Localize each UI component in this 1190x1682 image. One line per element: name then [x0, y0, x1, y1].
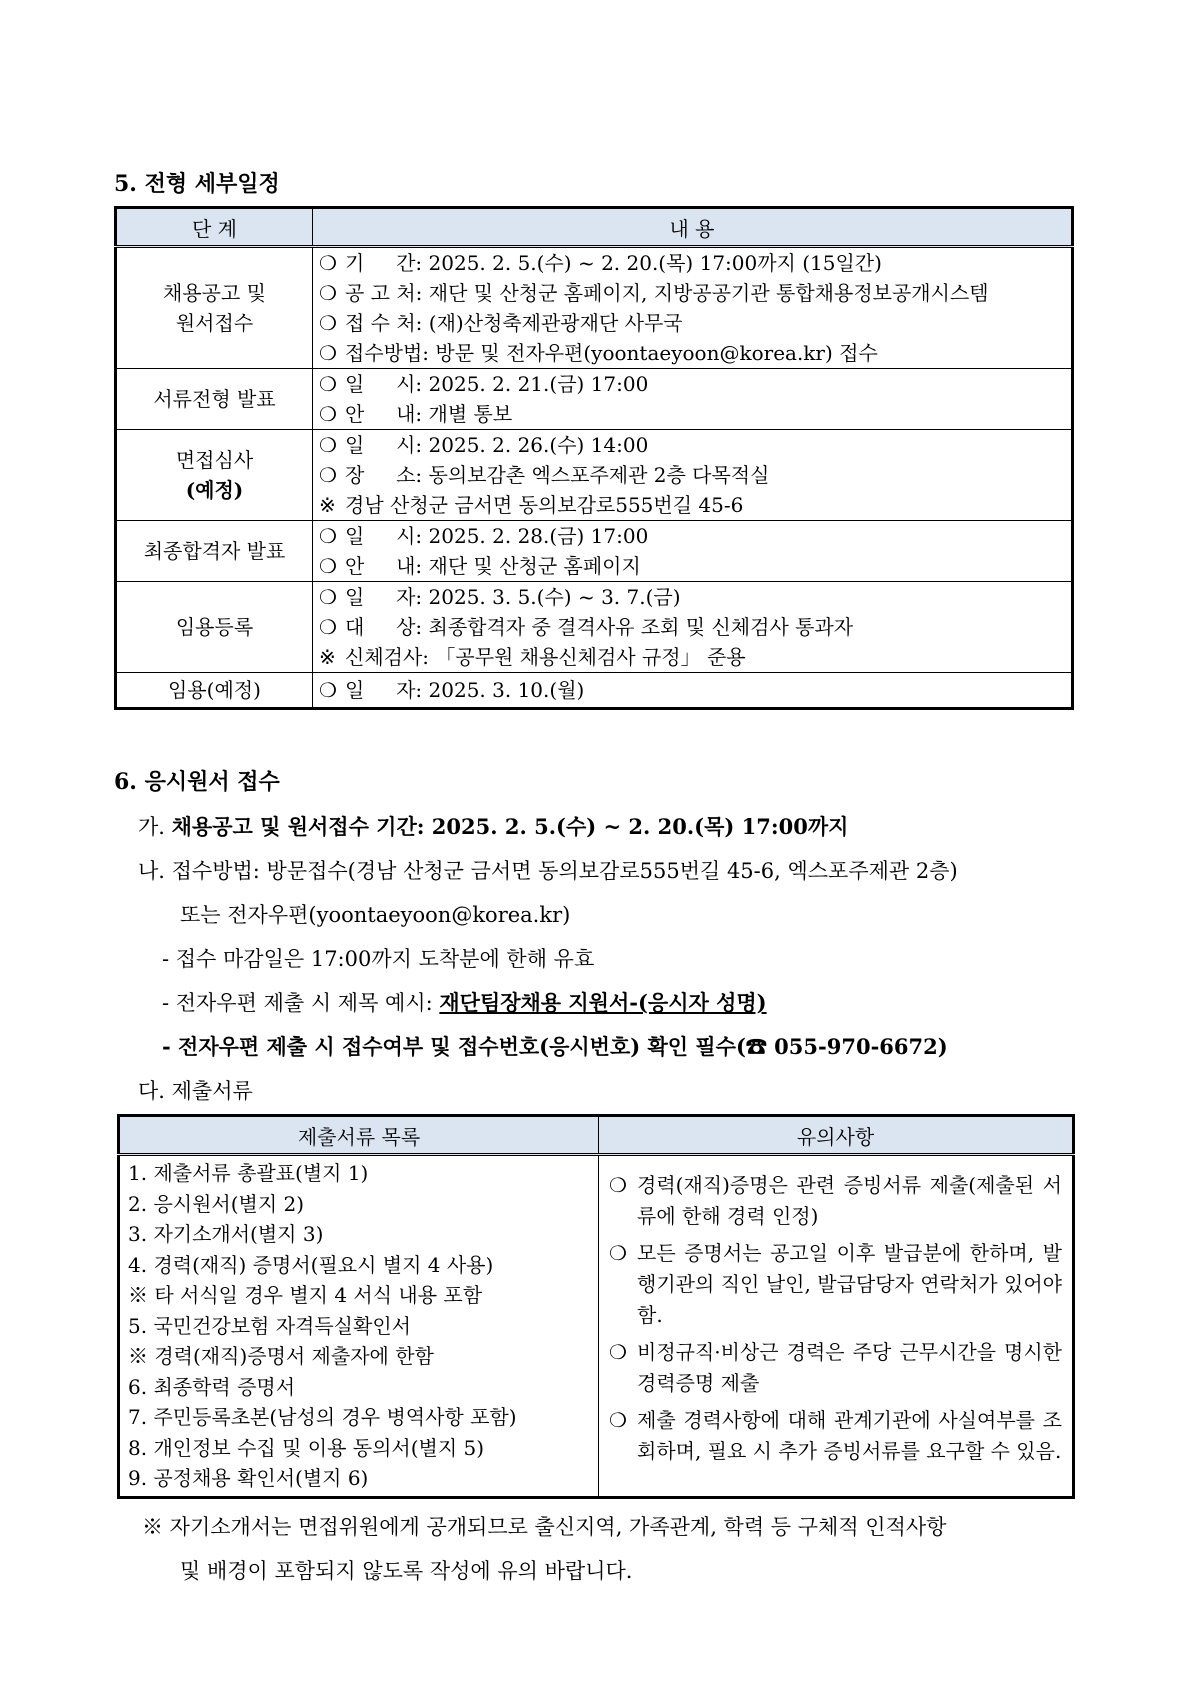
document-item: 5. 국민건강보험 자격득실확인서 [128, 1313, 411, 1338]
circle-bullet-icon: ❍ [319, 585, 337, 609]
item-text: 2025. 3. 5.(수) ~ 3. 7.(금) [428, 585, 681, 609]
content-cell [313, 247, 1073, 369]
reference-mark-icon: ※ [319, 645, 336, 669]
circle-bullet-icon: ❍ [609, 1408, 627, 1432]
document-item: 7. 주민등록초본(남성의 경우 병역사항 포함) [128, 1405, 517, 1429]
schedule-item [319, 675, 1065, 705]
schedule-item [319, 430, 1065, 460]
item-label: 접수방법: [345, 341, 430, 365]
circle-bullet-icon: ❍ [319, 678, 337, 702]
circle-bullet-icon: ❍ [319, 615, 337, 639]
circle-bullet-icon: ❍ [319, 554, 337, 578]
documents-header-list: 제출서류 목록 [119, 1116, 599, 1155]
document-item: ※ 경력(재직)증명서 제출자에 한함 [128, 1344, 434, 1368]
circle-bullet-icon: ❍ [319, 341, 337, 365]
stage-label: 채용공고 및 [163, 281, 266, 305]
stage-label: 원서접수 [175, 311, 254, 335]
item-ga-prefix: 가. [138, 815, 165, 839]
schedule-header-stage: 단 계 [116, 208, 313, 247]
circle-bullet-icon: ❍ [609, 1340, 627, 1364]
circle-bullet-icon: ❍ [609, 1241, 627, 1265]
circle-bullet-icon: ❍ [319, 281, 337, 305]
document-item: ※ 타 서식일 경우 별지 4 서식 내용 포함 [128, 1283, 483, 1307]
item-text: 경남 산청군 금서면 동의보감로555번길 45-6 [345, 493, 744, 517]
item-label: 대 상: [345, 615, 423, 639]
schedule-item [319, 551, 1065, 581]
item-label: 접 수 처: [345, 311, 423, 335]
schedule-table [114, 206, 1074, 710]
circle-bullet-icon: ❍ [319, 463, 337, 487]
note-text: 경력(재직)증명은 관련 증빙서류 제출(제출된 서류에 한해 경력 인정) [637, 1173, 1062, 1228]
schedule-item [319, 399, 1065, 429]
circle-bullet-icon: ❍ [319, 433, 337, 457]
item-text: 동의보감촌 엑스포주제관 2층 다목적실 [428, 463, 770, 487]
item-da: 다. 제출서류 [138, 1079, 253, 1103]
stage-label: 임용등록 [175, 615, 254, 639]
item-label: 일 자: [345, 585, 423, 609]
documents-list [119, 1155, 599, 1498]
stage-cell [116, 582, 313, 673]
item-label: 공 고 처: [345, 281, 423, 305]
note-text: 모든 증명서는 공고일 이후 발급분에 한하며, 발행기관의 직인 날인, 발급담당자 연락처가 있어야 함. [637, 1241, 1062, 1327]
documents-table [117, 1114, 1075, 1499]
item-label: 일 자: [345, 678, 423, 702]
dash-email-subject-prefix: - 전자우편 제출 시 제목 예시: [162, 991, 440, 1015]
schedule-item [319, 612, 1065, 642]
stage-label: 서류전형 발표 [153, 387, 276, 411]
item-label: 일 시: [345, 372, 423, 396]
schedule-item [319, 460, 1065, 490]
note-item [609, 1238, 1062, 1331]
item-text: 재단 및 산청군 홈페이지, 지방공공기관 통합채용정보공개시스템 [428, 281, 989, 305]
document-item: 4. 경력(재직) 증명서(필요시 별지 4 사용) [128, 1252, 494, 1277]
circle-bullet-icon: ❍ [319, 372, 337, 396]
dash-confirm-required [162, 1032, 948, 1062]
schedule-body [116, 247, 1073, 709]
schedule-row [116, 673, 1073, 709]
item-text: 최종합격자 중 결격사유 조회 및 신체검사 통과자 [428, 615, 854, 639]
dash-confirm-text: - 전자우편 제출 시 접수여부 및 접수번호(응시번호) 확인 필수( [162, 1034, 746, 1059]
circle-bullet-icon: ❍ [609, 1173, 627, 1197]
note-item [609, 1170, 1062, 1232]
document-item: 6. 최종학력 증명서 [128, 1374, 296, 1399]
item-na-line2: 또는 전자우편(yoontaeyoon@korea.kr) [180, 903, 571, 927]
circle-bullet-icon: ❍ [319, 402, 337, 426]
item-text: 2025. 2. 28.(금) 17:00 [428, 524, 649, 548]
schedule-item [319, 521, 1065, 551]
note-item [609, 1337, 1062, 1399]
section-6-title: 6. 응시원서 접수 [114, 769, 280, 795]
reference-mark-icon: ※ [319, 493, 336, 517]
footnote-line1: ※ 자기소개서는 면접위원에게 공개되므로 출신지역, 가족관계, 학력 등 구체적 인적사항 [142, 1515, 947, 1539]
documents-notes [599, 1155, 1074, 1498]
phone-number: 055-970-6672) [766, 1034, 948, 1059]
dash-deadline: - 접수 마감일은 17:00까지 도착분에 한해 유효 [162, 947, 595, 971]
note-text: 비정규직·비상근 경력은 주당 근무시간을 명시한 경력증명 제출 [637, 1340, 1062, 1395]
schedule-row [116, 521, 1073, 582]
document-item: 1. 제출서류 총괄표(별지 1) [128, 1161, 369, 1185]
content-cell [313, 521, 1073, 582]
content-cell [313, 430, 1073, 521]
schedule-item [319, 308, 1065, 338]
schedule-row [116, 247, 1073, 369]
note-item [609, 1405, 1062, 1467]
item-label: 안 내: [345, 554, 423, 578]
item-label: 일 시: [345, 433, 423, 457]
schedule-item [319, 642, 1065, 672]
content-cell [313, 369, 1073, 430]
section-5-title: 5. 전형 세부일정 [114, 171, 280, 197]
circle-bullet-icon: ❍ [319, 524, 337, 548]
stage-cell [116, 521, 313, 582]
footnote-line2: 및 배경이 포함되지 않도록 작성에 유의 바랍니다. [180, 1559, 633, 1583]
note-text: 제출 경력사항에 대해 관계기관에 사실여부를 조회하며, 필요 시 추가 증빙서류를 요구할 수 있음. [637, 1408, 1062, 1463]
item-ga-text: 채용공고 및 원서접수 기간: 2025. 2. 5.(수) ~ 2. 20.(목) 17:00까지 [171, 814, 849, 839]
dash-email-subject [162, 988, 767, 1018]
schedule-row [116, 582, 1073, 673]
documents-header-notes: 유의사항 [599, 1116, 1074, 1155]
circle-bullet-icon: ❍ [319, 311, 337, 335]
document-item: 3. 자기소개서(별지 3) [128, 1222, 324, 1246]
stage-cell [116, 673, 313, 709]
content-cell [313, 582, 1073, 673]
item-text: 2025. 3. 10.(월) [428, 678, 585, 702]
email-subject-example: 재단팀장채용 지원서-(응시자 성명) [439, 990, 767, 1015]
document-item: 2. 응시원서(별지 2) [128, 1191, 305, 1216]
schedule-item [319, 490, 1065, 520]
schedule-item [319, 338, 1065, 368]
schedule-item [319, 278, 1065, 308]
schedule-item [319, 582, 1065, 612]
schedule-header-content: 내 용 [313, 208, 1073, 247]
item-label: 기 간: [345, 251, 423, 275]
schedule-row [116, 430, 1073, 521]
phone-icon: ☎ [745, 1034, 767, 1059]
item-ga [138, 812, 848, 842]
item-text: 2025. 2. 5.(수) ~ 2. 20.(목) 17:00까지 (15일간) [428, 251, 882, 275]
item-text: 2025. 2. 26.(수) 14:00 [428, 433, 649, 457]
schedule-item [319, 369, 1065, 399]
item-label: 장 소: [345, 463, 423, 487]
stage-label: (예정) [185, 478, 244, 502]
circle-bullet-icon: ❍ [319, 251, 337, 275]
item-text: 신체검사: 「공무원 채용신체검사 규정」 준용 [345, 645, 746, 669]
content-cell [313, 673, 1073, 709]
item-text: 개별 통보 [428, 402, 513, 426]
stage-label: 면접심사 [175, 448, 254, 472]
item-text: (재)산청축제관광재단 사무국 [428, 311, 683, 335]
document-item: 8. 개인정보 수집 및 이용 동의서(별지 5) [128, 1435, 485, 1460]
item-text: 재단 및 산청군 홈페이지 [428, 554, 641, 578]
document-item: 9. 공정채용 확인서(별지 6) [128, 1466, 369, 1490]
stage-label: 임용(예정) [168, 678, 261, 702]
schedule-item [319, 248, 1065, 278]
stage-cell [116, 369, 313, 430]
schedule-row [116, 369, 1073, 430]
stage-cell [116, 247, 313, 369]
item-label: 안 내: [345, 402, 423, 426]
stage-cell [116, 430, 313, 521]
stage-label: 최종합격자 발표 [143, 539, 286, 563]
item-text: 방문 및 전자우편(yoontaeyoon@korea.kr) 접수 [435, 341, 878, 365]
item-na-line1: 나. 접수방법: 방문접수(경남 산청군 금서면 동의보감로555번길 45-6, 엑스포주제관 2층) [138, 859, 958, 883]
item-text: 2025. 2. 21.(금) 17:00 [428, 372, 649, 396]
item-label: 일 시: [345, 524, 423, 548]
